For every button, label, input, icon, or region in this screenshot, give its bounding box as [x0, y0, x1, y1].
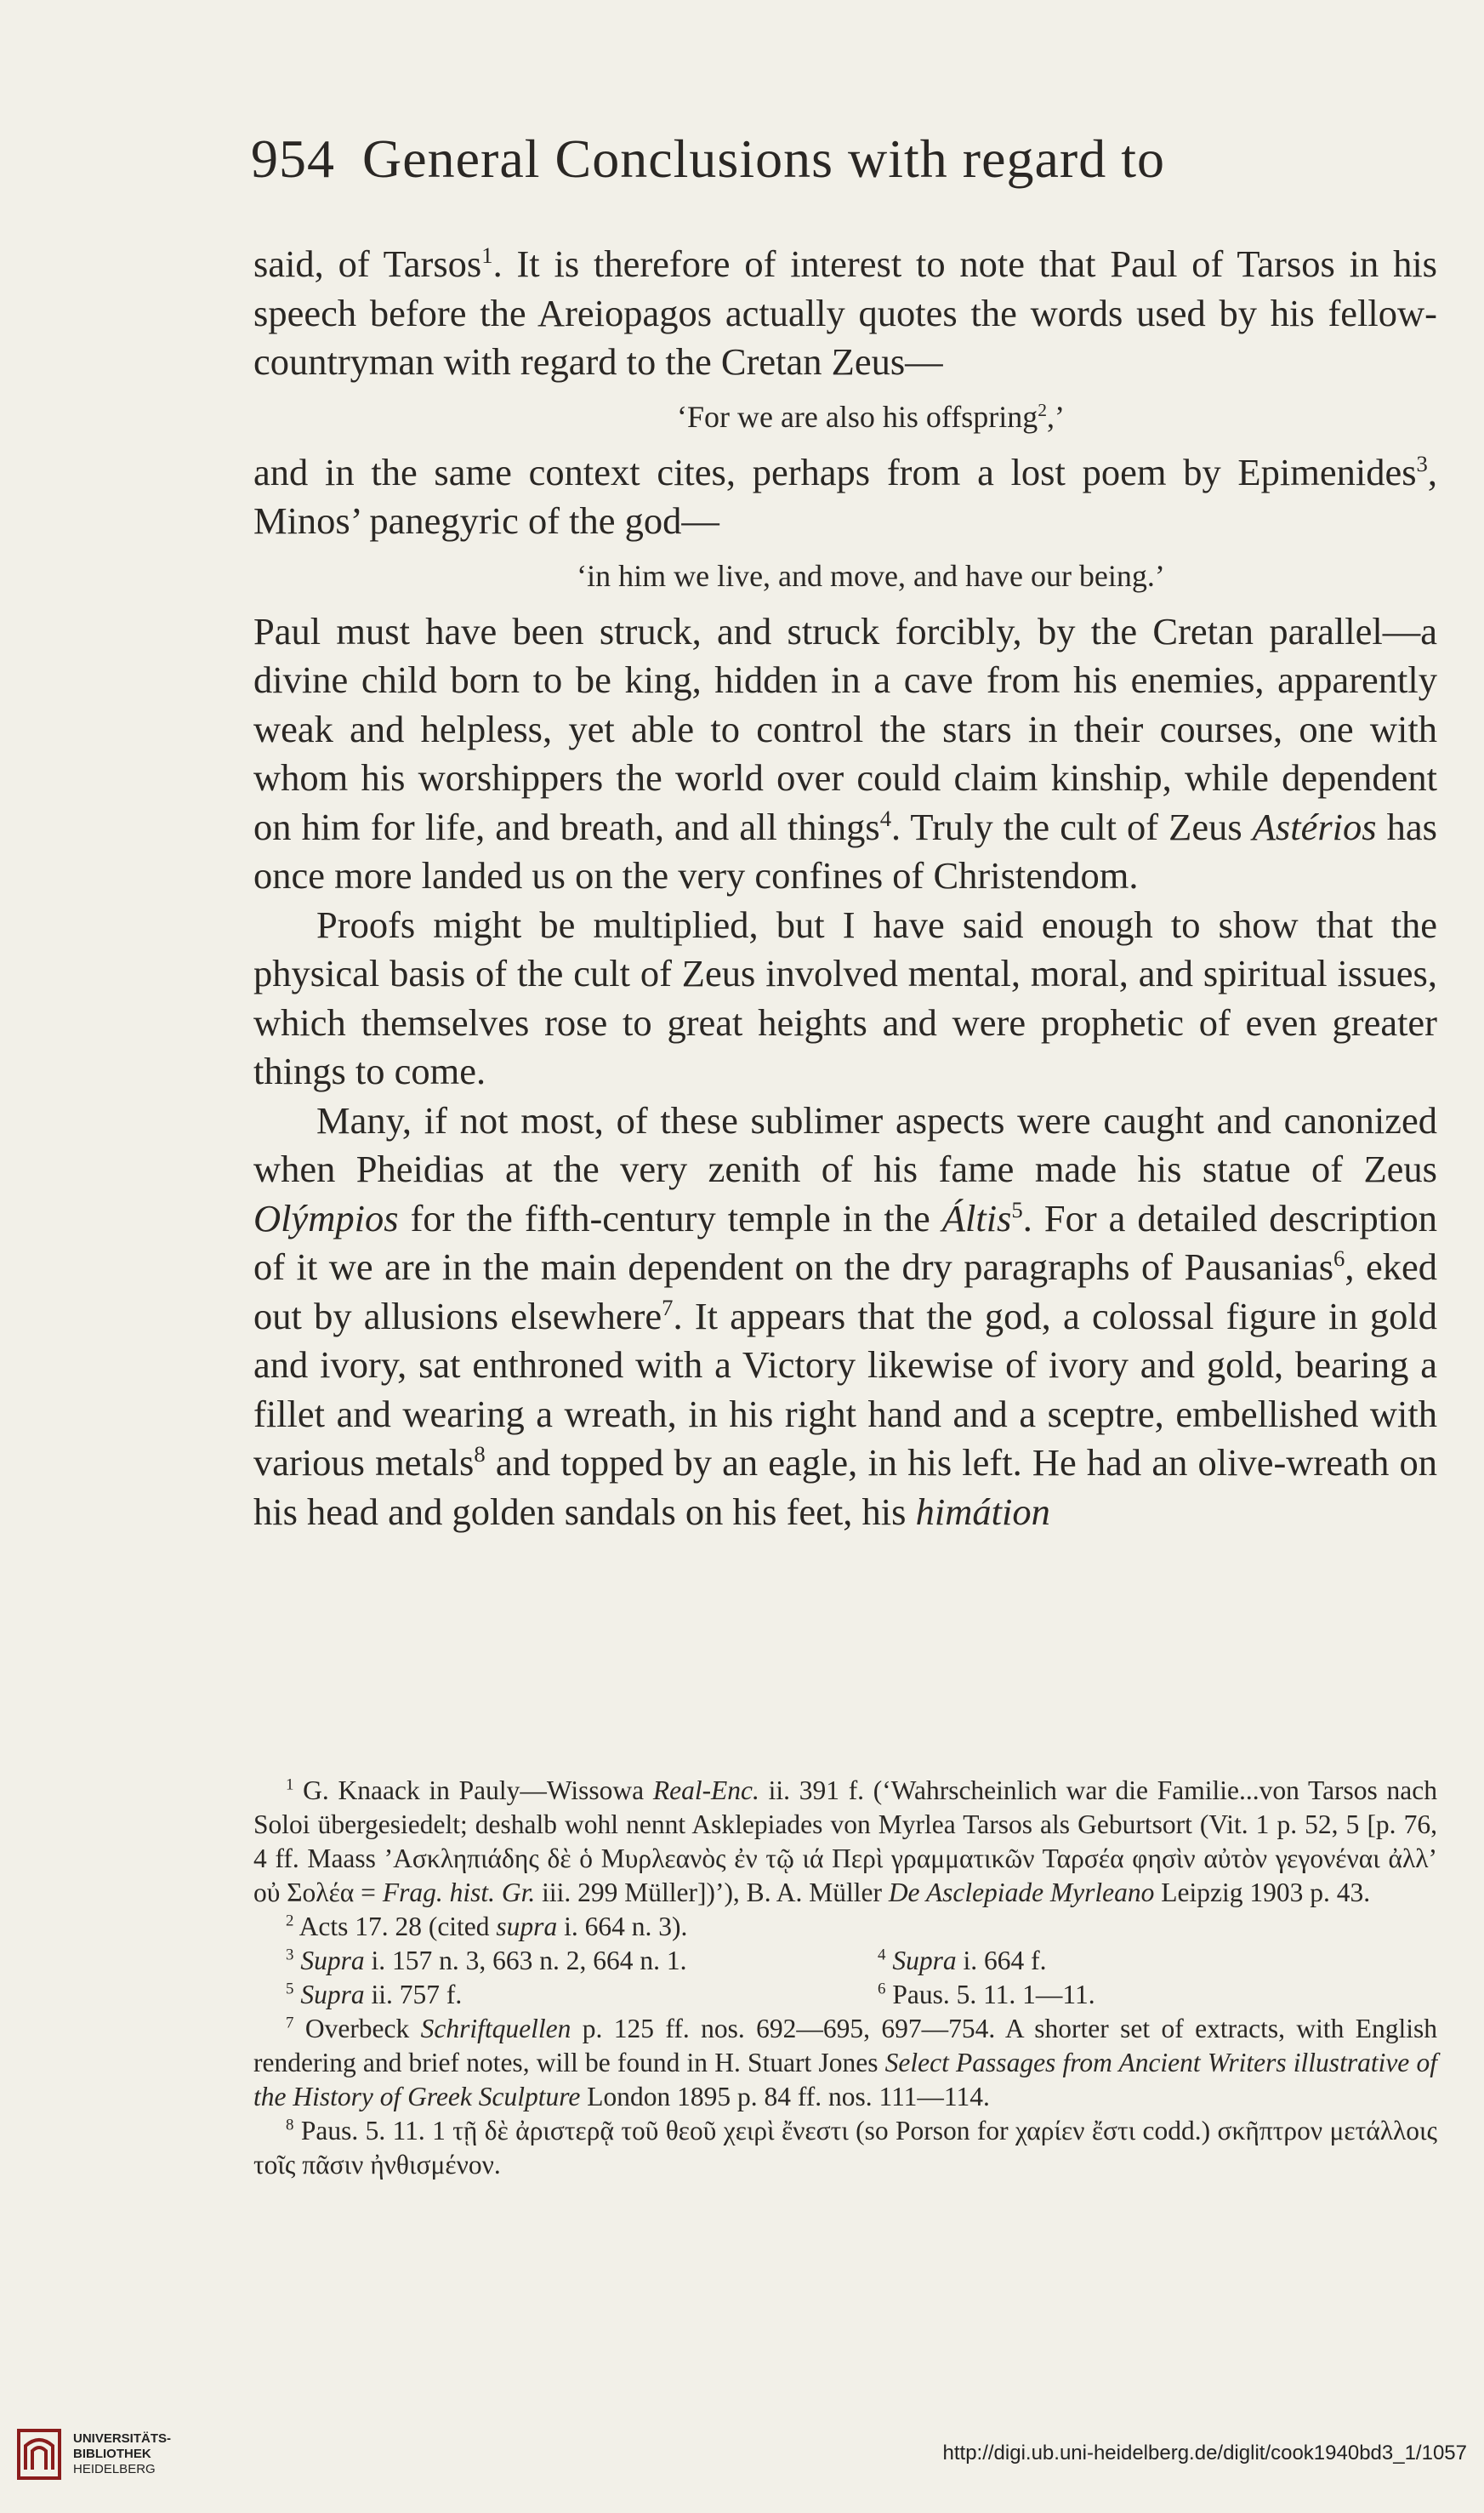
- paragraph-2: [253, 448, 1437, 546]
- footnote-ref[interactable]: 3: [1416, 450, 1428, 476]
- text-run: ii. 757 f.: [364, 1980, 463, 2009]
- italic-title: Frag. hist. Gr.: [382, 1878, 536, 1907]
- italic-term: Astérios: [1252, 805, 1377, 848]
- library-name-line: UNIVERSITÄTS-: [73, 2431, 172, 2446]
- paragraph-5: [253, 1097, 1437, 1537]
- italic-term: Supra: [300, 1946, 365, 1975]
- text-run: Leipzig 1903 p. 43.: [1154, 1878, 1371, 1907]
- italic-title: Schriftquellen: [420, 2014, 571, 2043]
- text-run: i. 664 f.: [956, 1946, 1047, 1975]
- footnote-number: 7: [286, 2014, 294, 2032]
- footnote-ref[interactable]: 2: [1038, 399, 1048, 420]
- footnote-number: 4: [878, 1946, 886, 1964]
- footnote-number: 2: [286, 1912, 294, 1930]
- running-header: [251, 128, 1441, 191]
- text-run: p. 125 ff. nos. 692—695, 697—754. A shorter set of extracts, with English rendering and brief notes, will be found in H. Stuart Jones: [253, 2014, 1438, 2077]
- text-run: i. 157 n. 3, 663 n. 2, 664 n. 1.: [364, 1946, 687, 1975]
- footnotes: [253, 1774, 1437, 2182]
- italic-title: De Asclepiade Myrleano: [888, 1878, 1155, 1907]
- text-run: Paul must have been struck, and struck forcibly, by the Cretan parallel—a divine child born to be king, hidden in a cave from his enemies, apparently weak and helpless, yet able to control the stars in their courses, one with whom his worshippers the world over could claim kinship, while dependent on him for life, and breath, and all things: [253, 609, 1437, 848]
- text-run: and topped by an eagle, in his left. He had an olive-wreath on his head and golden sandals on his feet, his: [253, 1441, 1437, 1533]
- page-number: 954: [251, 128, 335, 189]
- text-run: Paus. 5. 11. 1 τῇ δὲ ἀριστερᾷ τοῦ θεοῦ χειρὶ ἔνεστι (so Porson for χαρίεν ἔστι codd.) σκῆπτρον μετάλλοις τοῖς πᾶσιν ἠνθισμένον.: [253, 2116, 1437, 2180]
- library-emblem-icon: [17, 2429, 61, 2480]
- footnote-ref[interactable]: 4: [879, 805, 892, 831]
- italic-term: supra: [496, 1912, 558, 1941]
- footnote-8: [253, 2114, 1437, 2182]
- text-run: iii. 299 Müller])’), B. A. Müller: [535, 1878, 889, 1907]
- footnote-ref[interactable]: 6: [1333, 1245, 1345, 1272]
- footnote-number: 8: [286, 2116, 294, 2134]
- text-run: Overbeck: [293, 2014, 421, 2043]
- italic-title: Real-Enc.: [652, 1775, 759, 1805]
- text-run: ii. 391 f. (‘Wahrscheinlich war die Familie...von Tarsos nach Soloi übergesiedelt; deshalb wohl nennt Asklepiades von Myrlea Tarsos als Geburtsort (Vit. 1 p. 52, 5 [p. 76, 4 ff. Maass ’Ασκληπιάδης δὲ ὁ Μυρλεανὸς ἐν τῷ ιά Περὶ γραμματικῶν Ταρσέα φησὶν αὐτὸν γεγονέναι ἀλλ’ οὐ Σολέα =: [253, 1775, 1437, 1907]
- footnote-2: [253, 1910, 1437, 1944]
- library-name: [73, 2431, 171, 2477]
- footnote-row-3-4: [253, 1944, 1437, 1978]
- text-run: and in the same context cites, perhaps from a lost poem by Epimenides: [253, 450, 1417, 493]
- italic-title: Select Passages from Ancient Writers illustrative of the History of Greek Sculpture: [253, 2048, 1437, 2111]
- italic-term: himátion: [915, 1490, 1050, 1533]
- footnote-number: 6: [878, 1980, 886, 1998]
- text-run: . Truly the cult of Zeus: [891, 805, 1253, 848]
- quotation-1: [253, 397, 1437, 436]
- text-run: ,’: [1047, 399, 1066, 434]
- text-run: for the fifth-century temple in the: [398, 1196, 942, 1239]
- text-run: London 1895 p. 84 ff. nos. 111—114.: [580, 2082, 990, 2111]
- text-run: . For a detailed description of it we are in the main dependent on the dry paragraphs of Pausanias: [253, 1196, 1437, 1288]
- text-run: Acts 17. 28 (cited: [293, 1912, 497, 1941]
- library-name-line: HEIDELBERG: [73, 2462, 156, 2476]
- text-run: , Minos’ panegyric of the god—: [253, 450, 1437, 542]
- footnote-ref[interactable]: 7: [662, 1294, 674, 1320]
- text-run: G. Knaack in Pauly—Wissowa: [293, 1775, 653, 1805]
- paragraph-3: [253, 607, 1437, 901]
- text-run: ‘For we are also his offspring: [676, 399, 1038, 434]
- footnote-3: [253, 1944, 845, 1978]
- running-title: General Conclusions with regard to: [362, 128, 1165, 189]
- library-name-line: BIBLIOTHEK: [73, 2447, 151, 2461]
- text-run: , eked out by allusions elsewhere: [253, 1245, 1437, 1337]
- italic-term: Áltis: [941, 1196, 1012, 1239]
- footnote-7: [253, 2012, 1437, 2114]
- library-logo[interactable]: [17, 2420, 221, 2488]
- text-run: . It appears that the god, a colossal figure in gold and ivory, sat enthroned with a Victory likewise of ivory and gold, bearing a fillet and wearing a wreath, in his right hand and a sceptre, embellished with various metals: [253, 1294, 1437, 1484]
- footnote-1: [253, 1774, 1437, 1910]
- footnote-5: [253, 1978, 845, 2012]
- main-text: [253, 240, 1437, 1536]
- footnote-ref[interactable]: 8: [474, 1441, 486, 1467]
- paragraph-4: Proofs might be multiplied, but I have said enough to show that the physical basis of the cult of Zeus involved mental, moral, and spiritual issues, which themselves rose to great heights and were prophetic of even greater things to come.: [253, 903, 1437, 1092]
- paragraph-1: [253, 240, 1437, 387]
- text-run: Paus. 5. 11. 1—11.: [885, 1980, 1095, 2009]
- footnote-ref[interactable]: 5: [1011, 1196, 1023, 1222]
- italic-term: Supra: [300, 1980, 365, 2009]
- text-run: has once more landed us on the very confines of Christendom.: [253, 805, 1437, 897]
- footnote-ref[interactable]: 1: [481, 242, 493, 269]
- footnote-6: [845, 1978, 1437, 2012]
- footnote-number: 1: [286, 1775, 294, 1794]
- text-run: i. 664 n. 3).: [557, 1912, 688, 1941]
- source-url-link[interactable]: http://digi.ub.uni-heidelberg.de/diglit/cook1940bd3_1/1057: [942, 2442, 1467, 2465]
- text-run: . It is therefore of interest to note that Paul of Tarsos in his speech before the Areiopagos actually quotes the words used by his fellow-countryman with regard to the Cretan Zeus—: [253, 242, 1437, 383]
- footnote-number: 3: [286, 1946, 294, 1964]
- italic-term: Supra: [892, 1946, 957, 1975]
- quotation-2: ‘in him we live, and move, and have our being.’: [577, 558, 1165, 593]
- footnote-row-5-6: [253, 1978, 1437, 2012]
- text-run: Many, if not most, of these sublimer aspects were caught and canonized when Pheidias at the very zenith of his fame made his statue of Zeus: [253, 1098, 1437, 1190]
- text-run: said, of Tarsos: [253, 242, 482, 285]
- footnote-number: 5: [286, 1980, 294, 1998]
- italic-term: Olýmpios: [253, 1196, 399, 1239]
- footnote-4: [845, 1944, 1437, 1978]
